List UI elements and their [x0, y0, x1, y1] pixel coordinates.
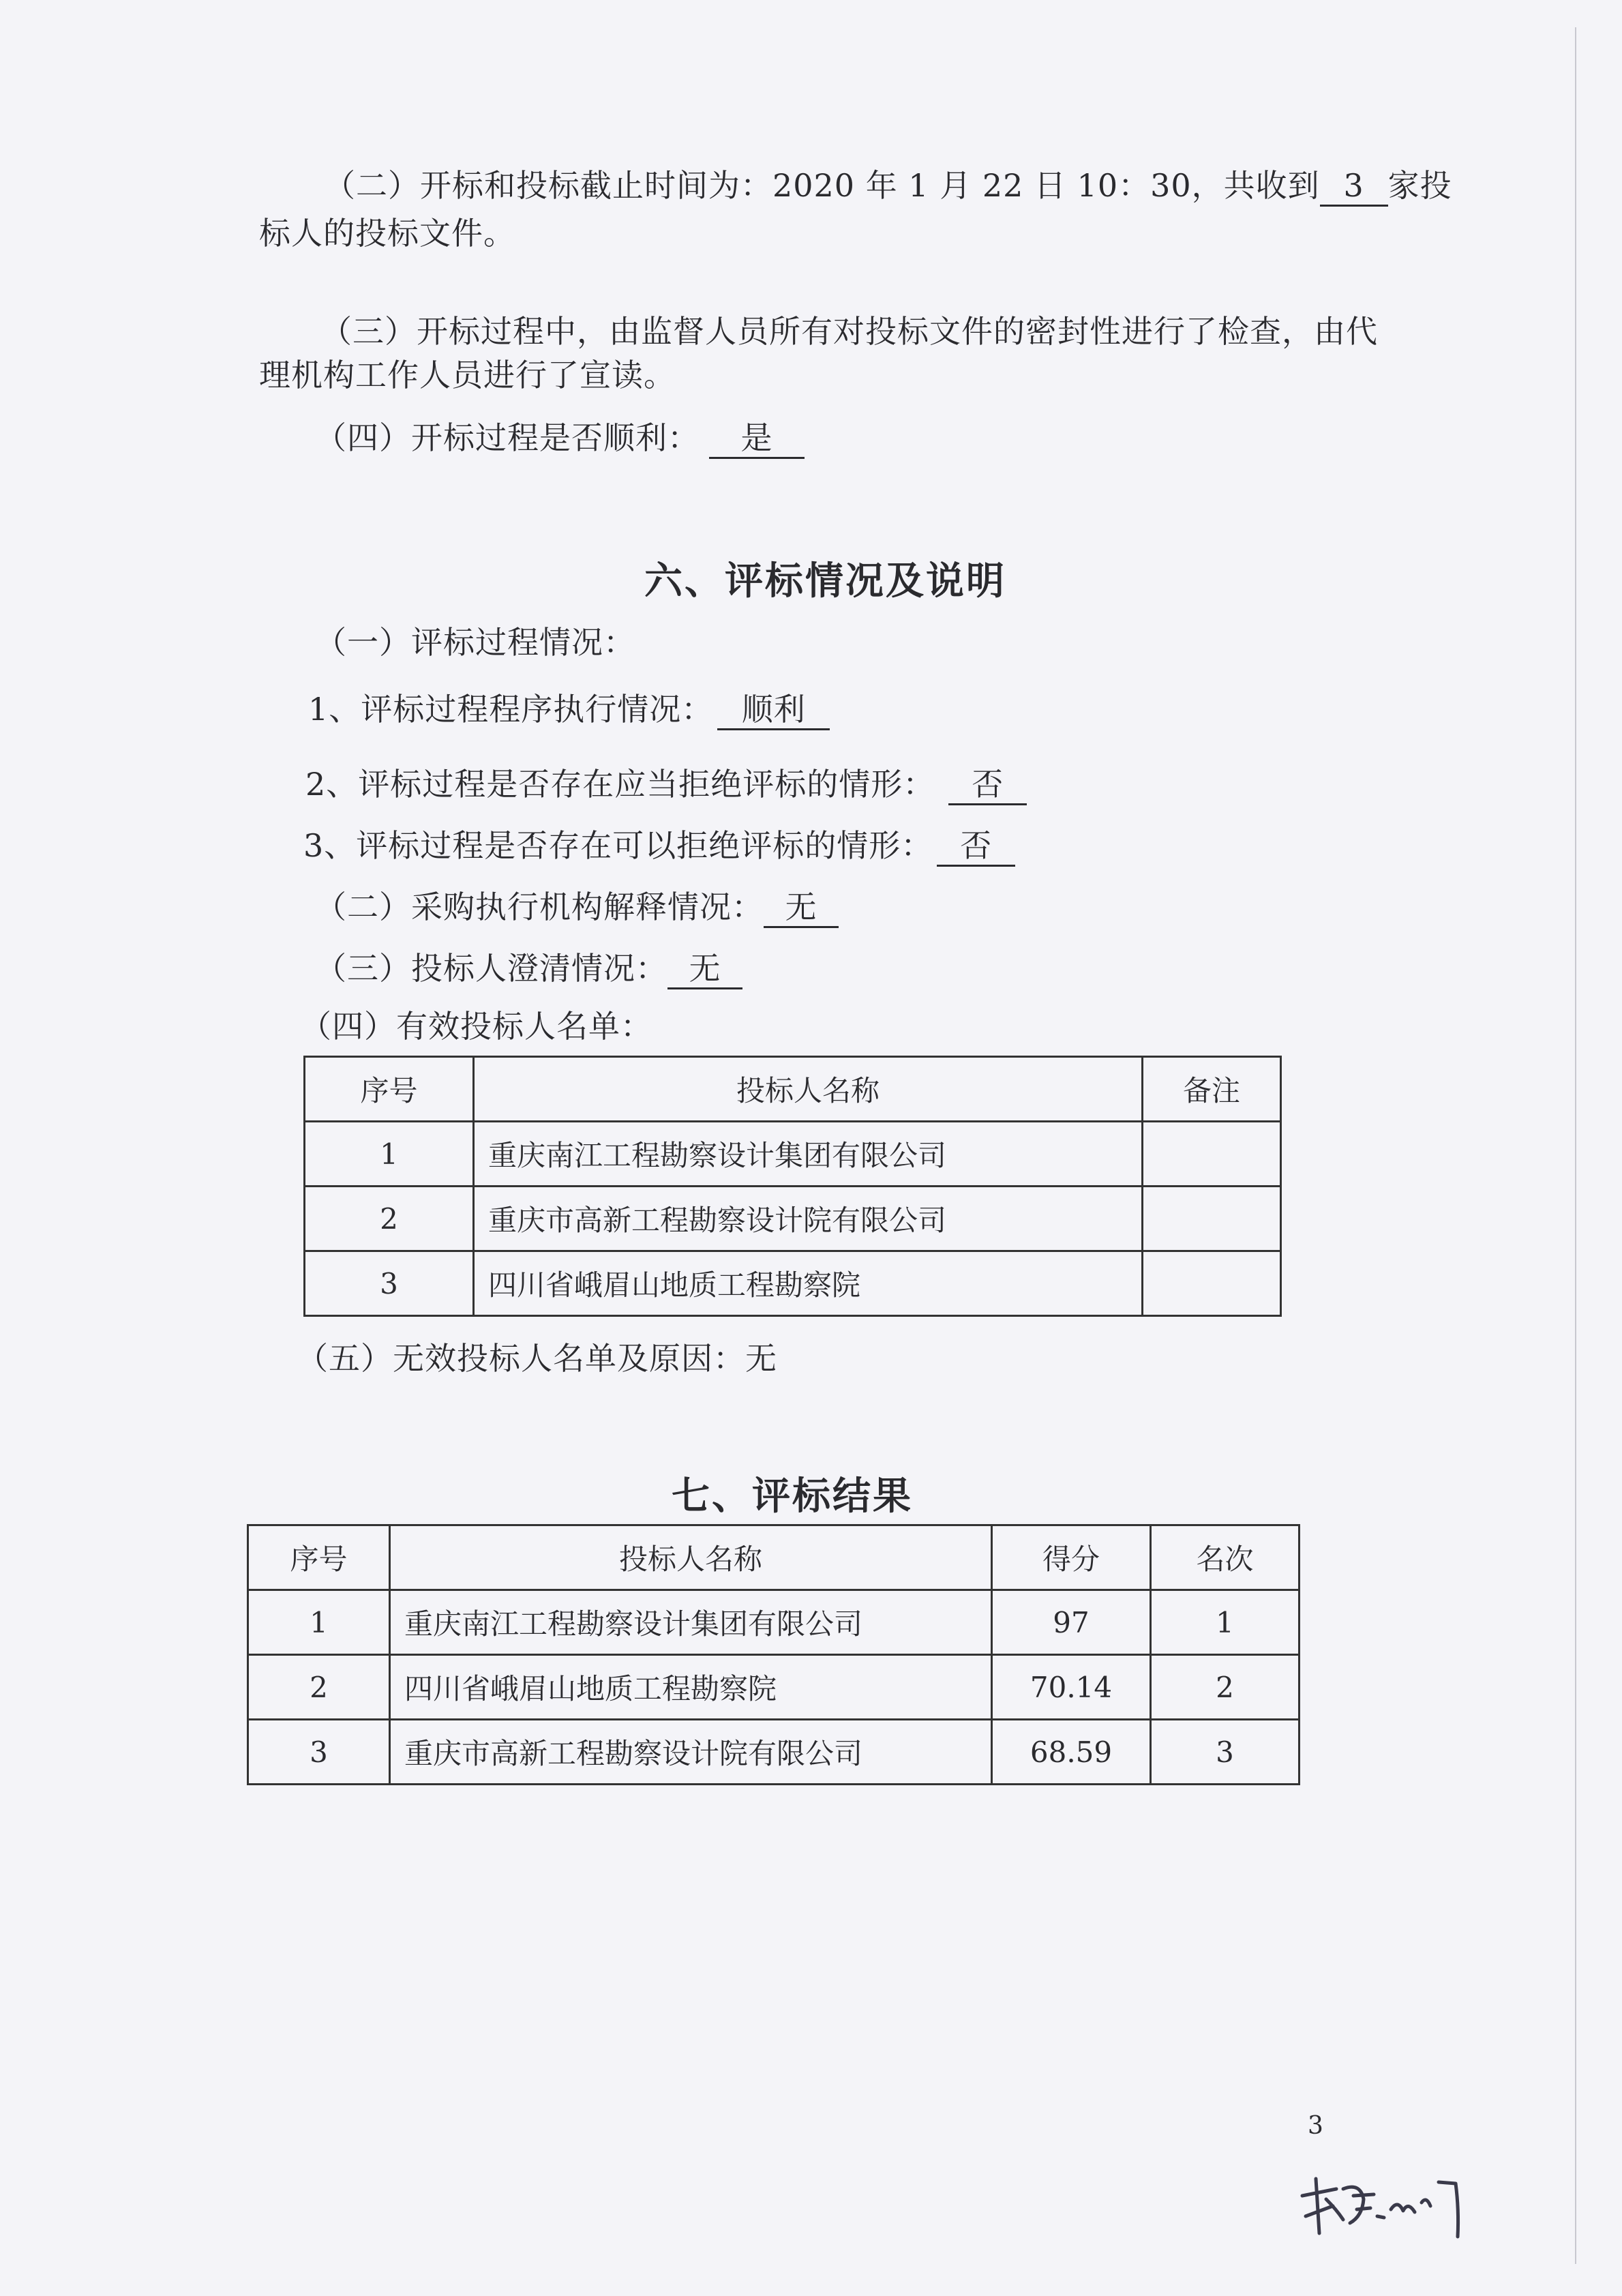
eval-item-3-value: 否: [937, 826, 1015, 867]
eval-item-1-value: 顺利: [717, 690, 830, 730]
cell-remark: [1143, 1251, 1281, 1316]
para-open-time: [324, 165, 1452, 207]
cell-name: 重庆市高新工程勘察设计院有限公司: [390, 1720, 992, 1785]
table-row: [305, 1187, 1281, 1251]
cell-name: 重庆市高新工程勘察设计院有限公司: [474, 1187, 1143, 1251]
agency-explanation: [315, 886, 839, 928]
bidder-count: 3: [1320, 166, 1388, 207]
valid-bidders-table: [303, 1056, 1282, 1317]
table-row: [305, 1122, 1281, 1187]
cell-no: 2: [248, 1655, 390, 1720]
cell-no: 1: [305, 1122, 474, 1187]
cell-score: 97: [992, 1590, 1151, 1655]
col-header-no: 序号: [305, 1057, 474, 1122]
cell-no: 1: [248, 1590, 390, 1655]
bidder-clarification-label: （三）投标人澄清情况：: [315, 950, 667, 987]
para-open-time-text: （二）开标和投标截止时间为：2020 年 1 月 22 日 10：30，共收到: [324, 167, 1320, 204]
table-header-row: [305, 1057, 1281, 1122]
eval-item-1: [308, 689, 830, 730]
handwritten-signature: [1295, 2168, 1473, 2243]
cell-score: 68.59: [992, 1720, 1151, 1785]
table-row: [305, 1251, 1281, 1316]
para-open-time-suffix: 家投: [1387, 167, 1452, 204]
col-header-score: 得分: [992, 1525, 1151, 1590]
cell-score: 70.14: [992, 1655, 1151, 1720]
cell-no: 2: [305, 1187, 474, 1251]
eval-item-3: [303, 825, 1015, 867]
evaluation-result-table: [247, 1524, 1300, 1785]
cell-name: 四川省峨眉山地质工程勘察院: [390, 1655, 992, 1720]
eval-process-heading: （一）评标过程情况：: [315, 624, 635, 661]
eval-item-2-label: 2、评标过程是否存在应当拒绝评标的情形：: [305, 766, 935, 803]
opening-smooth-value: 是: [709, 419, 805, 459]
opening-smooth-label: （四）开标过程是否顺利：: [315, 419, 700, 456]
para-opening-process: （三）开标过程中，由监督人员所有对投标文件的密封性进行了检查，由代: [320, 313, 1378, 350]
eval-item-2-value: 否: [948, 765, 1027, 805]
col-header-name: 投标人名称: [390, 1525, 992, 1590]
col-header-rank: 名次: [1151, 1525, 1300, 1590]
cell-rank: 2: [1151, 1655, 1300, 1720]
section-7-title: 七、评标结果: [672, 1474, 913, 1519]
agency-explanation-value: 无: [764, 888, 839, 928]
table-row: [248, 1720, 1300, 1785]
para-opening-process-line2: 理机构工作人员进行了宣读。: [259, 357, 676, 393]
col-header-remark: 备注: [1143, 1057, 1281, 1122]
table-header-row: [248, 1525, 1300, 1590]
agency-explanation-label: （二）采购执行机构解释情况：: [315, 889, 764, 925]
table-row: [248, 1590, 1300, 1655]
para-opening-smooth: [315, 417, 805, 459]
col-header-name: 投标人名称: [474, 1057, 1143, 1122]
eval-item-2: [305, 764, 1027, 805]
cell-remark: [1143, 1187, 1281, 1251]
eval-item-1-label: 1、评标过程程序执行情况：: [308, 691, 714, 728]
bidder-clarification: [315, 948, 742, 989]
cell-remark: [1143, 1122, 1281, 1187]
cell-rank: 1: [1151, 1590, 1300, 1655]
section-6-title: 六、评标情况及说明: [644, 559, 1006, 603]
para-open-time-line2: 标人的投标文件。: [259, 215, 515, 252]
invalid-bidders: （五）无效投标人名单及原因：无: [297, 1340, 777, 1377]
bidder-clarification-value: 无: [667, 949, 742, 989]
scan-margin-line: [1575, 27, 1576, 2264]
page-number: 3: [1308, 2112, 1323, 2140]
cell-name: 重庆南江工程勘察设计集团有限公司: [474, 1122, 1143, 1187]
table-row: [248, 1655, 1300, 1720]
cell-name: 四川省峨眉山地质工程勘察院: [474, 1251, 1143, 1316]
eval-item-3-label: 3、评标过程是否存在可以拒绝评标的情形：: [303, 827, 933, 864]
cell-rank: 3: [1151, 1720, 1300, 1785]
cell-name: 重庆南江工程勘察设计集团有限公司: [390, 1590, 992, 1655]
col-header-no: 序号: [248, 1525, 390, 1590]
valid-bidders-heading: （四）有效投标人名单：: [300, 1008, 652, 1045]
cell-no: 3: [305, 1251, 474, 1316]
cell-no: 3: [248, 1720, 390, 1785]
